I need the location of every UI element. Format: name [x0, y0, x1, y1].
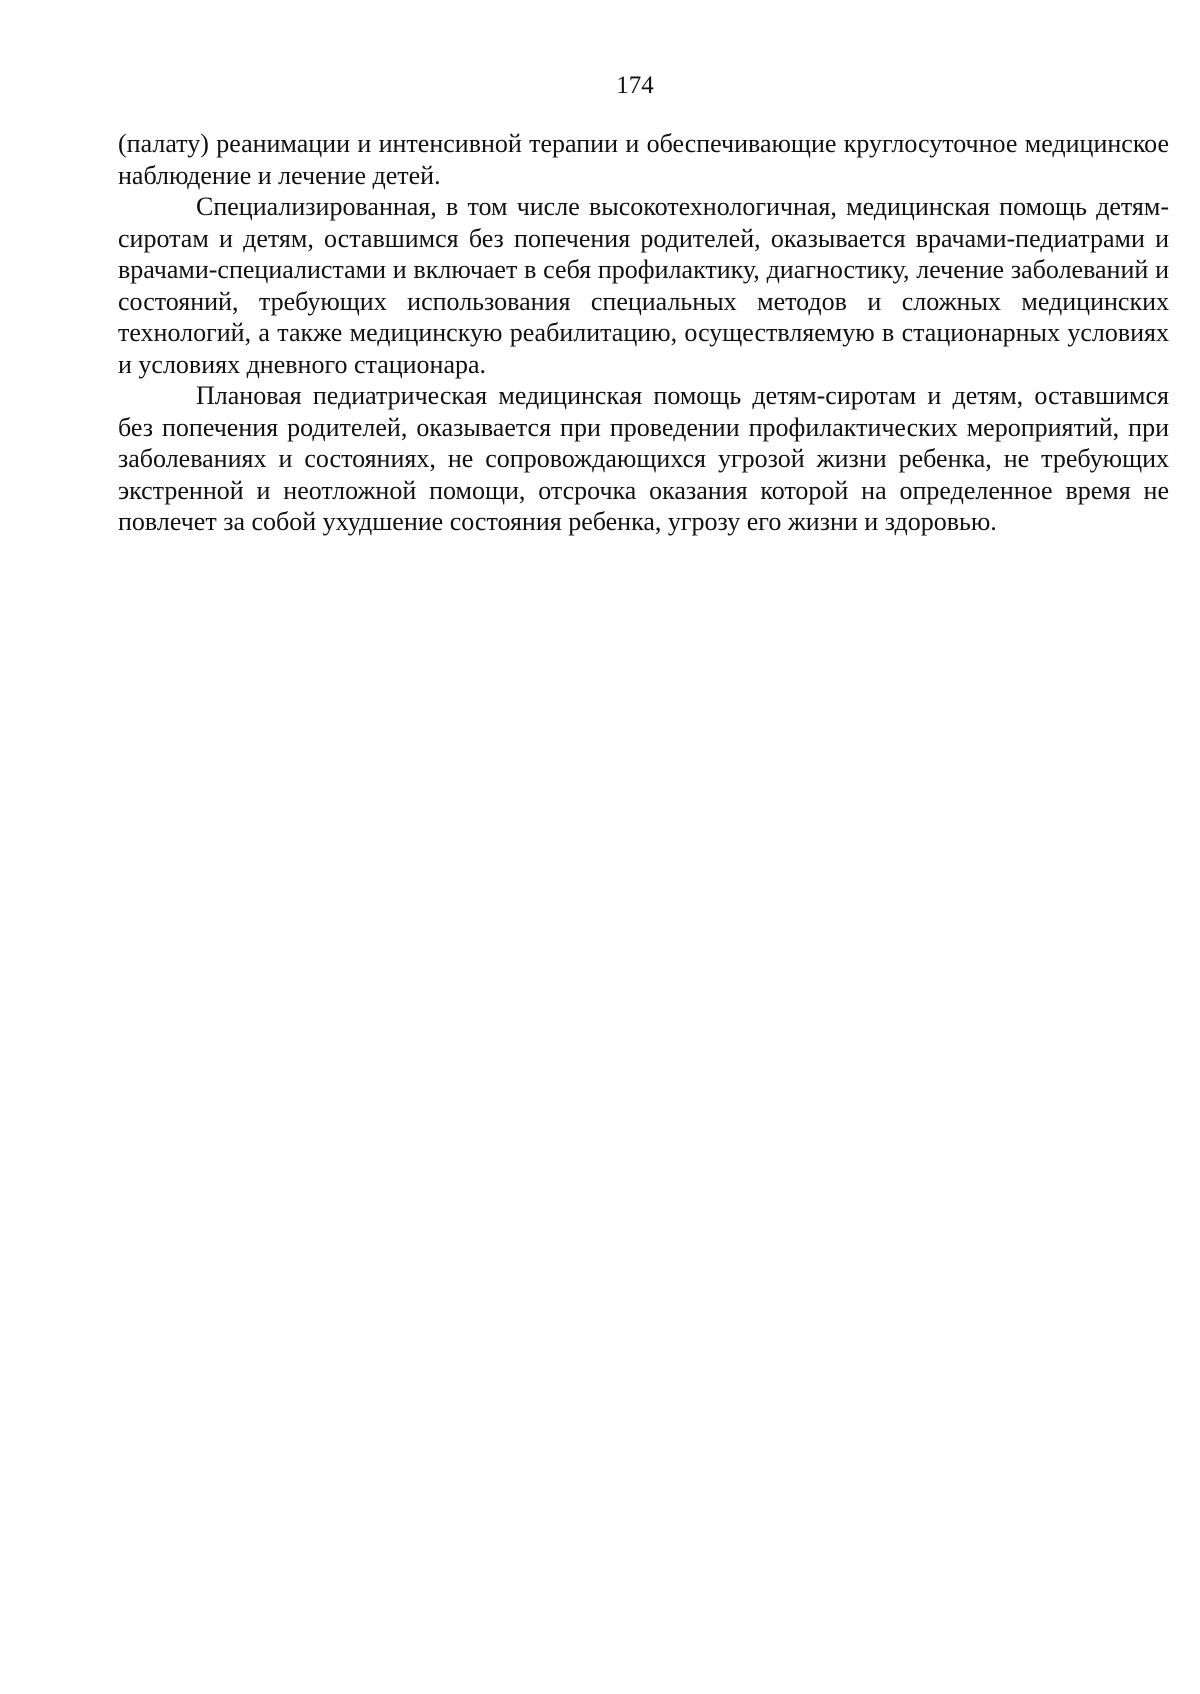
paragraph-specialized-care: Специализированная, в том числе высокотехнологичная, медицинская помощь детям-сиротам и детям, оставшимся без попечения родителей, оказывается врачами-педиатрами и врачами-специалистами и включает в себя профилактику, диагностику, лечение заболеваний и состояний, требующих использования специальных методов и сложных медицинских технологий, а также медицинскую реабилитацию, осуществляемую в стационарных условиях и условиях дневного стационара. [118, 192, 1169, 379]
document-body [118, 128, 1169, 538]
paragraph-continuation: (палату) реанимации и интенсивной терапии и обеспечивающие круглосуточное медицинское наблюдение и лечение детей. [118, 129, 1169, 190]
paragraph-planned-care: Плановая педиатрическая медицинская помощь детям-сиротам и детям, оставшимся без попечения родителей, оказывается при проведении профилактических мероприятий, при заболеваниях и состояниях, не сопровождающихся угрозой жизни ребенка, не требующих экстренной и неотложной помощи, отсрочка оказания которой на определенное время не повлечет за собой ухудшение состояния ребенка, угрозу его жизни и здоровью. [118, 381, 1169, 536]
page-number: 174 [616, 72, 654, 99]
